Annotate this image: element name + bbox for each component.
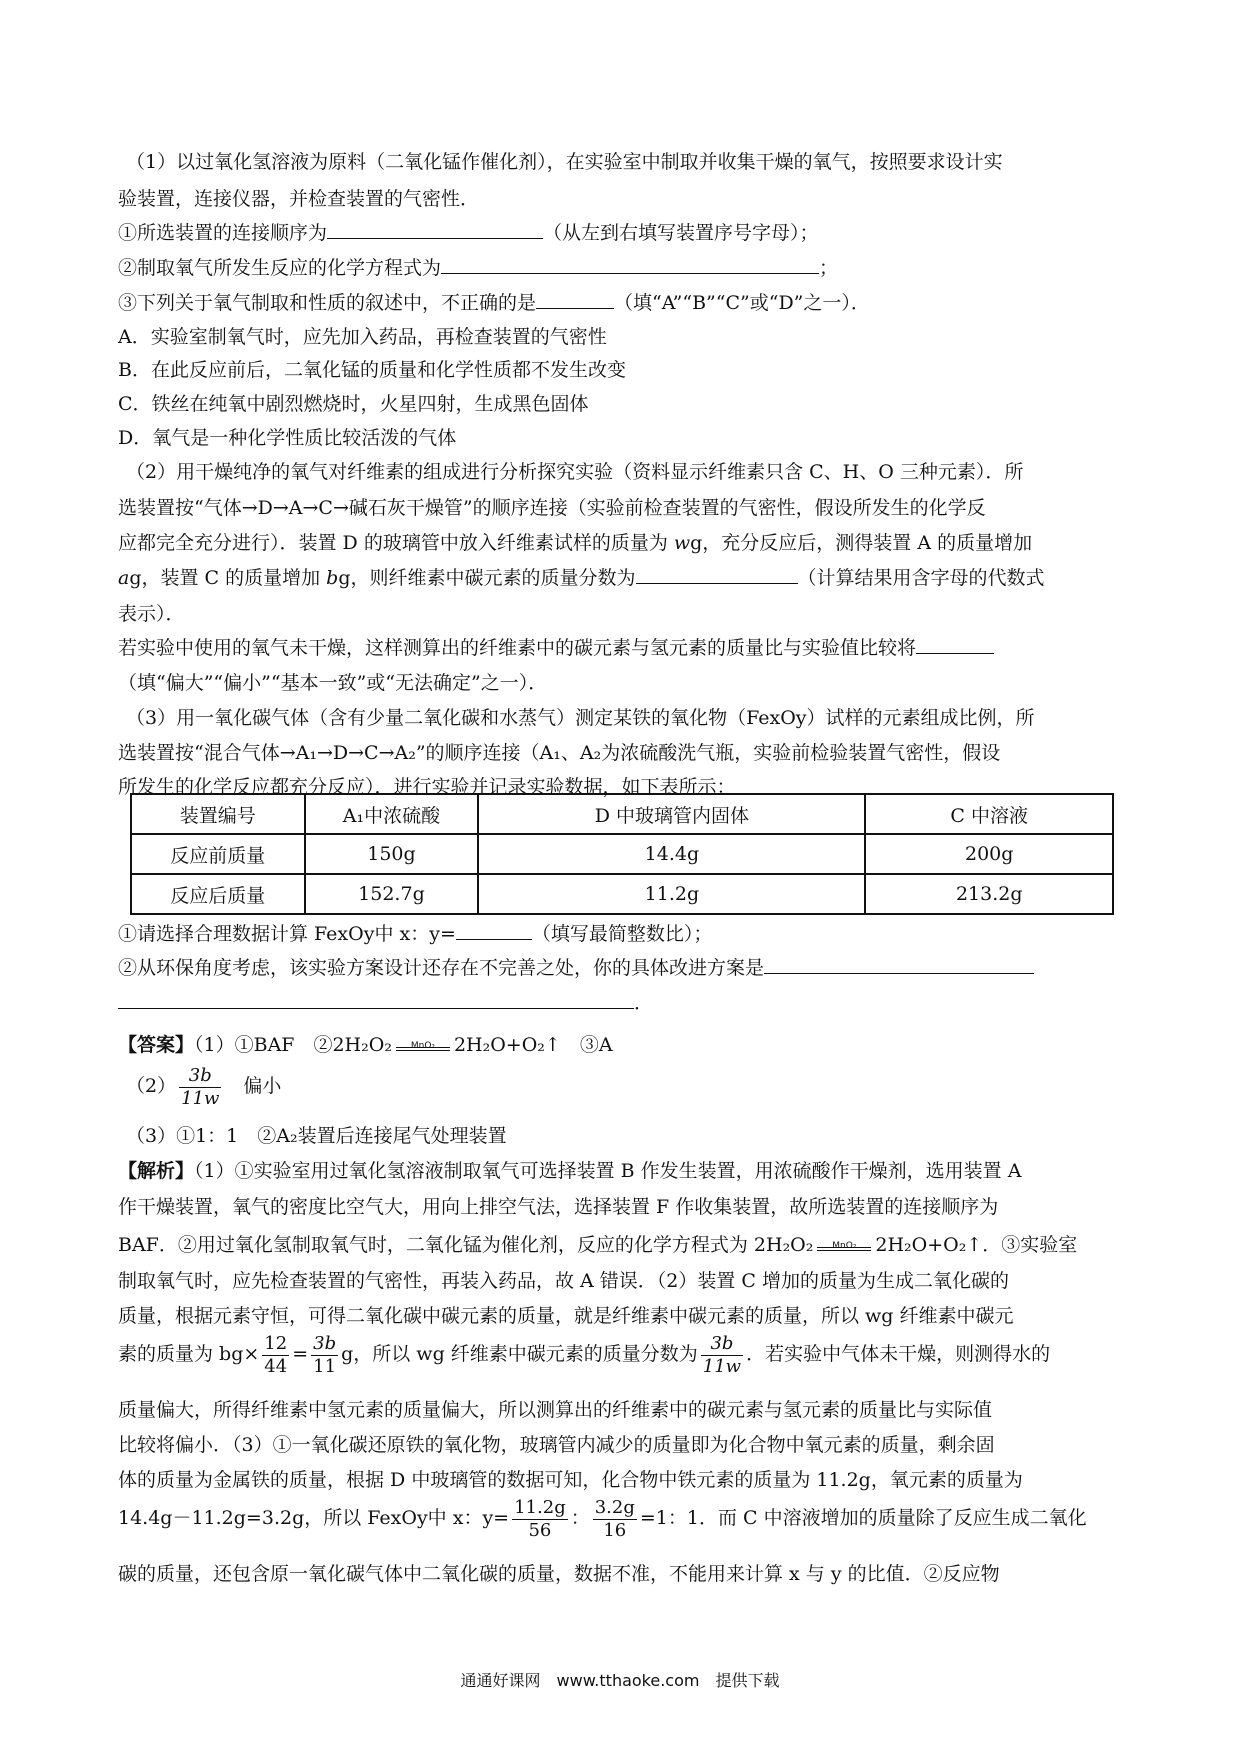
q2-line4-text-b: g，则纤维素中碳元素的质量分数为 — [338, 567, 636, 589]
analysis-text: 14.4g－11.2g=3.2g，所以 FexOy中 x：y= — [118, 1507, 510, 1529]
answer-text-b: 2H₂O+O₂↑ ③A — [453, 1034, 613, 1056]
table-cell: 反应前质量 — [131, 834, 305, 874]
answer-blank — [536, 290, 614, 309]
answer-label: 【答案】 — [118, 1034, 195, 1056]
q3-sub2-continued — [118, 990, 653, 1016]
table-header-cell: 装置编号 — [131, 794, 305, 834]
answer-blank — [327, 220, 543, 239]
fraction — [262, 1332, 289, 1377]
answer-blank — [916, 635, 994, 654]
analysis-text: BAF．②用过氧化氢制取氧气时，二氧化锰为催化剂，反应的化学方程式为 2H₂O₂ — [118, 1234, 814, 1256]
q1-intro-line1: （1）以过氧化氢溶液为原料（二氧化锰作催化剂），在实验室中制取并收集干燥的氧气，按照要求设计实 — [126, 151, 1003, 173]
analysis-label: 【解析】 — [118, 1160, 195, 1182]
fraction-numerator: 11.2g — [514, 1496, 566, 1518]
answer-line1 — [118, 1032, 613, 1058]
equals-sign: = — [292, 1343, 309, 1365]
q1-sub1-hint: （从左到右填写装置序号字母）； — [543, 222, 819, 244]
fraction-numerator: 3b — [179, 1067, 221, 1088]
q2-line6-text: 若实验中使用的氧气未干燥，这样测算出的纤维素中的碳元素与氢元素的质量比与实验值比较将 — [118, 637, 917, 659]
analysis-line9: 体的质量为金属铁的质量，根据 D 中玻璃管的数据可知，化合物中铁元素的质量为 11.2g，氧元素的质量为 — [118, 1469, 1023, 1491]
q1-option-a: A．实验室制氧气时，应先加入药品，再检查装置的气密性 — [118, 326, 607, 348]
q2-line6 — [118, 635, 994, 661]
q1-option-c: C．铁丝在纯氧中剧烈燃烧时，火星四射，生成黑色固体 — [118, 393, 589, 415]
analysis-text-b: 2H₂O+O₂↑．③实验室 — [875, 1234, 1078, 1256]
analysis-line2: 作干燥装置，氧气的密度比空气大，用向上排空气法，选择装置 F 作收集装置，故所选装置的连接顺序为 — [118, 1196, 999, 1218]
q1-sub3 — [118, 290, 870, 316]
fraction — [593, 1496, 637, 1541]
q1-sub2-text: ②制取氧气所发生反应的化学方程式为 — [118, 257, 442, 279]
q1-intro-line2: 验装置，连接仪器，并检查装置的气密性． — [118, 188, 480, 210]
answer-part2-text: 偏小 — [243, 1075, 282, 1097]
q2-line2: 选装置按“气体→D→A→C→碱石灰干燥管”的顺序连接（实验前检查装置的气密性，假设所发生的化学反 — [118, 497, 986, 519]
analysis-line6 — [118, 1332, 1050, 1376]
analysis-text: （1）①实验室用过氧化氢溶液制取氧气可选择装置 B 作发生装置，用浓硫酸作干燥剂，选用装置 A — [194, 1160, 1022, 1182]
q1-option-b: B．在此反应前后，二氧化锰的质量和化学性质都不发生改变 — [118, 359, 626, 381]
fraction-denominator: 44 — [264, 1355, 288, 1377]
q2-line4-text: g，装置 C 的质量增加 — [129, 567, 327, 589]
answer-line2 — [126, 1064, 281, 1108]
answer-line3: （3）①1：1 ②A₂装置后连接尾气处理装置 — [126, 1125, 507, 1147]
table-header-cell: C 中溶液 — [865, 794, 1113, 834]
table-cell: 152.7g — [305, 874, 479, 914]
var-w: w — [673, 532, 691, 554]
q3-sub1-hint: （填写最简整数比）； — [531, 923, 713, 945]
reaction-arrow — [815, 1239, 873, 1253]
q2-line1: （2）用干燥纯净的氧气对纤维素的组成进行分析探究实验（资料显示纤维素只含 C、H、O 三种元素）．所 — [126, 461, 1024, 483]
analysis-line1 — [118, 1158, 1021, 1184]
answer-part2-label: （2） — [126, 1075, 177, 1097]
fraction-numerator: 12 — [264, 1332, 288, 1354]
page-footer: 通通好课网 www.tthaoke.com 提供下载 — [460, 1671, 780, 1690]
fraction-denominator: 56 — [528, 1519, 552, 1541]
catalyst-label: MnO₂ — [832, 1241, 857, 1251]
q1-sub2 — [118, 255, 838, 281]
data-table — [130, 793, 1114, 915]
q1-sub1-text: ①所选装置的连接顺序为 — [118, 222, 328, 244]
table-header-cell: D 中玻璃管内固体 — [478, 794, 865, 834]
fraction — [701, 1332, 743, 1377]
analysis-line3 — [118, 1232, 1077, 1258]
fraction — [311, 1332, 338, 1377]
fraction-denominator: 16 — [603, 1519, 627, 1541]
analysis-line8: 比较将偏小．（3）①一氧化碳还原铁的氧化物，玻璃管内减少的质量即为化合物中氧元素的质量，剩余固 — [118, 1434, 995, 1456]
table-cell: 200g — [865, 834, 1113, 874]
fraction-numerator: 3b — [313, 1332, 337, 1354]
table-header-row — [131, 794, 1113, 834]
analysis-text-b: g，所以 wg 纤维素中碳元素的质量分数为 — [341, 1343, 698, 1365]
analysis-line5: 质量，根据元素守恒，可得二氧化碳中碳元素的质量，就是纤维素中碳元素的质量，所以 wg 纤维素中碳元 — [118, 1305, 1014, 1327]
catalyst-label: MnO₂ — [410, 1041, 436, 1051]
q2-line3-text: 应都完全充分进行）．装置 D 的玻璃管中放入纤维素试样的质量为 — [118, 532, 674, 554]
answer-blank — [456, 921, 532, 940]
fraction — [179, 1064, 221, 1109]
answer-text: （1）①BAF ②2H₂O₂ — [194, 1034, 392, 1056]
analysis-text-b: =1：1．而 C 中溶液增加的质量除了反应生成二氧化 — [639, 1507, 1087, 1529]
answer-blank — [636, 565, 798, 584]
q1-sub3-text: ③下列关于氧气制取和性质的叙述中，不正确的是 — [118, 292, 537, 314]
table-header-cell: A₁中浓硫酸 — [305, 794, 479, 834]
table-row — [131, 834, 1113, 874]
table-cell: 14.4g — [478, 834, 865, 874]
q1-sub3-hint: （填“A”“B”“C”或“D”之一）． — [614, 292, 870, 314]
q3-sub1 — [118, 921, 712, 947]
q3-line3: 所发生的化学反应都充分反应）．进行实验并记录实验数据，如下表所示： — [118, 776, 736, 798]
reaction-arrow — [394, 1039, 452, 1053]
var-a: a — [118, 567, 130, 589]
fraction-numerator: 3b — [701, 1335, 743, 1356]
analysis-line4: 制取氧气时，应先检查装置的气密性，再装入药品，故 A 错误．（2）装置 C 增加的质量为生成二氧化碳的 — [118, 1270, 1010, 1292]
analysis-line11: 碳的质量，还包含原一氧化碳气体中二氧化碳的质量，数据不准，不能用来计算 x 与 y 的比值．②反应物 — [118, 1563, 1000, 1585]
q1-sub2-end: ； — [819, 257, 839, 279]
q2-line7: （填“偏大”“偏小”“基本一致”或“无法确定”之一）． — [118, 672, 548, 694]
table-row — [131, 874, 1113, 914]
fraction — [512, 1496, 568, 1541]
fraction-denominator: 11 — [313, 1355, 337, 1377]
analysis-line10 — [118, 1496, 1087, 1540]
q2-line4 — [118, 565, 1045, 591]
analysis-text-c: ．若实验中气体未干燥，则测得水的 — [746, 1343, 1051, 1365]
q3-sub1-text: ①请选择合理数据计算 FexOy中 x：y= — [118, 923, 456, 945]
analysis-text: 素的质量为 bg× — [118, 1343, 260, 1365]
q2-line4-hint: （计算结果用含字母的代数式 — [797, 567, 1045, 589]
q2-line5: 表示）． — [118, 603, 185, 625]
fraction-numerator: 3.2g — [594, 1496, 635, 1518]
q2-line3 — [118, 530, 1032, 556]
table-cell: 11.2g — [478, 874, 865, 914]
var-b: b — [326, 567, 339, 589]
table-cell: 213.2g — [865, 874, 1113, 914]
fraction-denominator: 11w — [702, 1355, 742, 1377]
q3-line1: （3）用一氧化碳气体（含有少量二氧化碳和水蒸气）测定某铁的氧化物（FexOy）试样的元素组成比例，所 — [126, 707, 1035, 729]
q1-sub1 — [118, 220, 819, 246]
q1-option-d: D．氧气是一种化学性质比较活泼的气体 — [118, 427, 457, 449]
answer-blank — [118, 990, 634, 1009]
q3-sub2-text: ②从环保角度考虑，该实验方案设计还存在不完善之处，你的具体改进方案是 — [118, 957, 765, 979]
answer-blank — [441, 255, 819, 274]
answer-blank — [764, 955, 1034, 974]
q3-sub2 — [118, 955, 1034, 981]
q2-line3-text-b: g，充分反应后，测得装置 A 的质量增加 — [690, 532, 1033, 554]
table-cell: 150g — [305, 834, 479, 874]
q3-line2: 选装置按“混合气体→A₁→D→C→A₂”的顺序连接（A₁、A₂为浓硫酸洗气瓶，实验前检验装置气密性，假设 — [118, 742, 1001, 764]
fraction-denominator: 11w — [181, 1087, 220, 1109]
ratio-colon: ： — [570, 1507, 590, 1529]
table-cell: 反应后质量 — [131, 874, 305, 914]
analysis-line7: 质量偏大，所得纤维素中氢元素的质量偏大，所以测算出的纤维素中的碳元素与氢元素的质量比与实际值 — [118, 1399, 993, 1421]
q3-sub2-end: ． — [634, 992, 654, 1014]
